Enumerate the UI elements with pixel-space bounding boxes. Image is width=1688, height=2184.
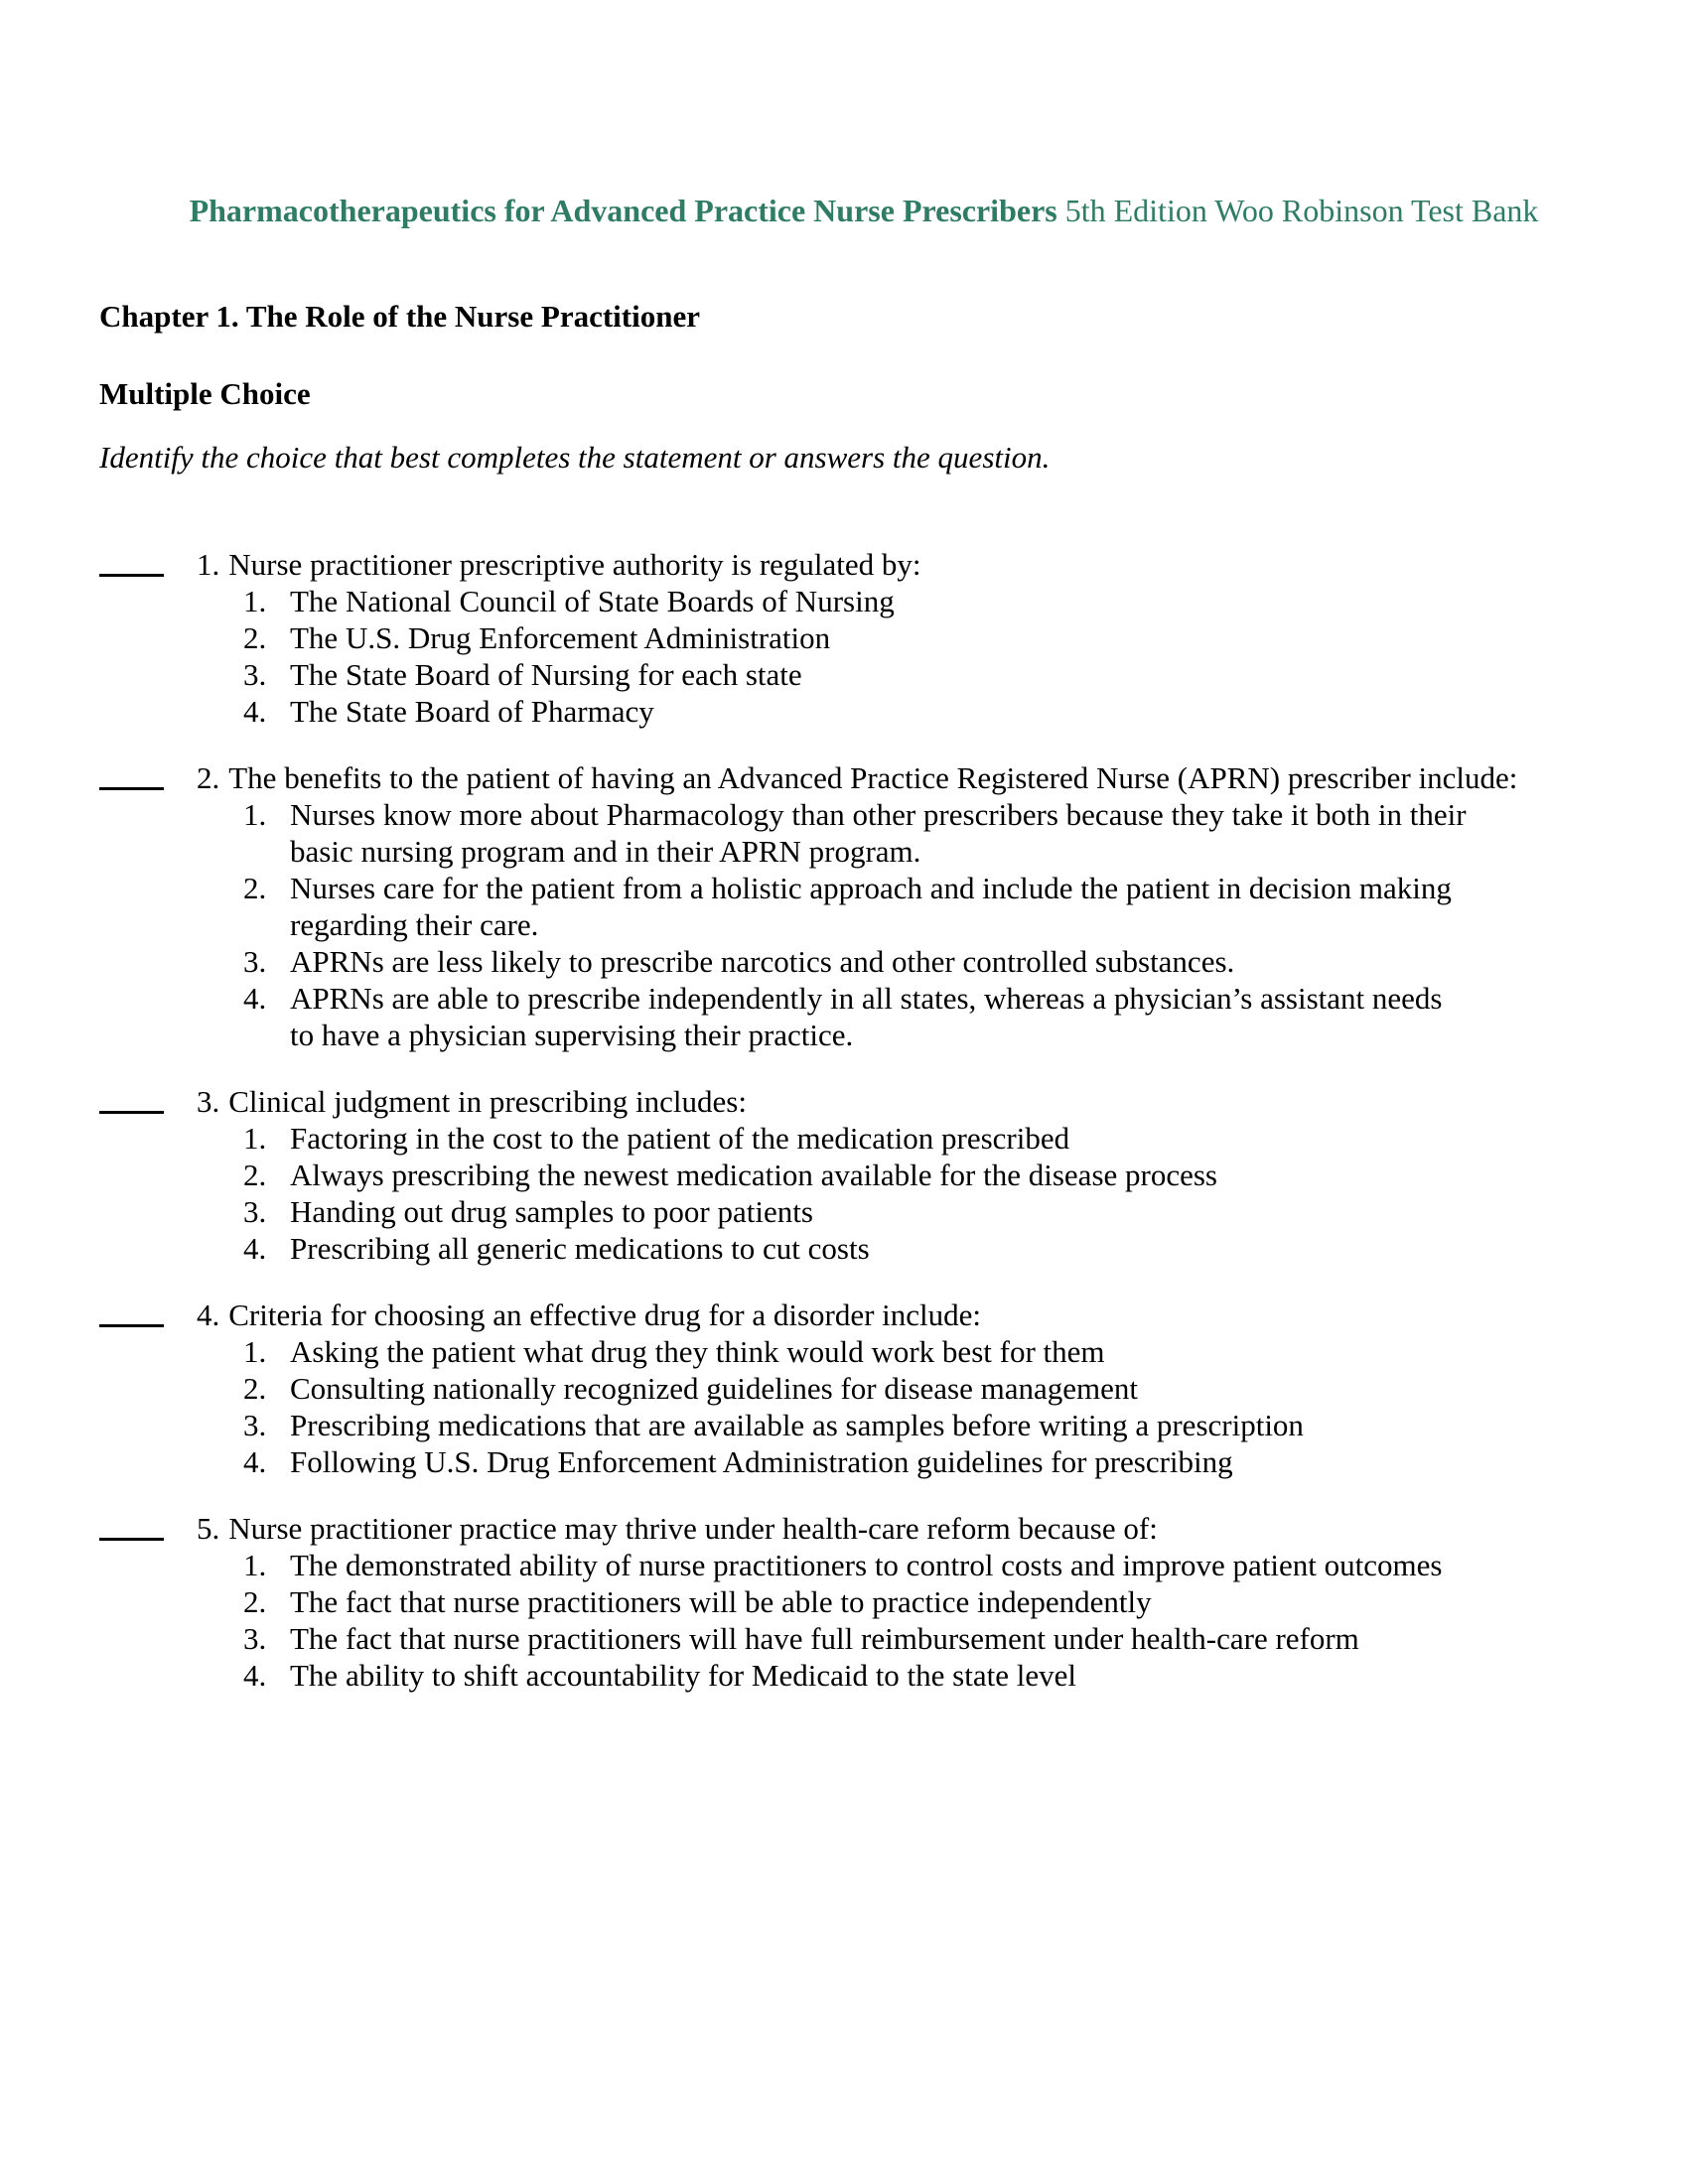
title-suffix: 5th Edition Woo Robinson Test Bank: [1064, 193, 1539, 228]
option-number: 3.: [243, 1194, 267, 1229]
option-number: 1.: [243, 797, 267, 832]
option-row: [243, 1157, 1628, 1193]
option-number: 1.: [243, 1548, 267, 1582]
option-text: The U.S. Drug Enforcement Administration: [290, 620, 831, 655]
question-text: Nurse practitioner practice may thrive under health-care reform because of:: [228, 1511, 1158, 1546]
answer-blank: [99, 759, 164, 790]
answer-blank: [99, 1297, 164, 1327]
question-text: Nurse practitioner prescriptive authority is regulated by:: [228, 547, 921, 582]
question-item: [99, 546, 1628, 730]
option-text: Factoring in the cost to the patient of the medication prescribed: [290, 1121, 1070, 1156]
option-number: 4.: [243, 1444, 267, 1479]
option-number: 4.: [243, 1231, 267, 1266]
instructions: Identify the choice that best completes the statement or answers the question.: [99, 440, 1051, 475]
chapter-heading: Chapter 1. The Role of the Nurse Practitioner: [99, 299, 700, 334]
answer-blank: [99, 1083, 164, 1114]
option-text: APRNs are able to prescribe independently in all states, whereas a physician’s assistant needs to have a physician supervising their practice.: [290, 981, 1443, 1052]
question-item: [99, 1297, 1628, 1480]
option-row: [243, 1407, 1628, 1443]
option-row: [243, 870, 1628, 943]
question-stem: [197, 1297, 1628, 1333]
option-row: [243, 1333, 1628, 1370]
option-text: The fact that nurse practitioners will have full reimbursement under health-care reform: [290, 1621, 1359, 1656]
option-row: [243, 1193, 1628, 1230]
option-text: The National Council of State Boards of Nursing: [290, 584, 895, 618]
option-row: [243, 1620, 1628, 1657]
title-main: Pharmacotherapeutics for Advanced Practice Nurse Prescribers: [189, 193, 1057, 228]
option-number: 3.: [243, 657, 267, 692]
option-row: [243, 1657, 1628, 1694]
question-stem: [197, 546, 1628, 583]
answer-blank: [99, 1510, 164, 1541]
option-text: Consulting nationally recognized guidelines for disease management: [290, 1371, 1138, 1406]
option-text: Following U.S. Drug Enforcement Administration guidelines for prescribing: [290, 1444, 1233, 1479]
option-text: Nurses know more about Pharmacology than other prescribers because they take it both in their basic nursing program and in their APRN program.: [290, 797, 1467, 869]
option-number: 4.: [243, 694, 267, 729]
option-number: 2.: [243, 1371, 267, 1406]
questions-list: [99, 546, 1628, 1694]
option-number: 1.: [243, 1334, 267, 1369]
question-number: 4.: [197, 1297, 220, 1332]
option-text: The ability to shift accountability for Medicaid to the state level: [290, 1658, 1076, 1693]
question-item: [99, 1083, 1628, 1267]
option-row: [243, 1120, 1628, 1157]
question-item: [99, 759, 1628, 1053]
option-row: [243, 1370, 1628, 1407]
option-row: [243, 1443, 1628, 1480]
option-text: Prescribing medications that are available as samples before writing a prescription: [290, 1408, 1304, 1442]
option-number: 4.: [243, 1658, 267, 1693]
answer-blank: [99, 546, 164, 577]
option-text: Asking the patient what drug they think would work best for them: [290, 1334, 1105, 1369]
option-number: 3.: [243, 1621, 267, 1656]
option-text: Always prescribing the newest medication available for the disease process: [290, 1158, 1217, 1192]
option-number: 3.: [243, 1408, 267, 1442]
options-list: [243, 796, 1628, 1053]
option-row: [243, 583, 1628, 619]
option-number: 4.: [243, 981, 267, 1016]
option-text: Prescribing all generic medications to cut costs: [290, 1231, 870, 1266]
question-number: 5.: [197, 1511, 220, 1546]
question-stem: [197, 1510, 1628, 1547]
option-text: The fact that nurse practitioners will be able to practice independently: [290, 1584, 1152, 1619]
option-row: [243, 656, 1628, 693]
question-text: Clinical judgment in prescribing includes:: [228, 1084, 747, 1119]
option-text: The State Board of Nursing for each state: [290, 657, 802, 692]
page-title: [99, 189, 1628, 232]
question-stem: [197, 759, 1628, 796]
question-number: 2.: [197, 760, 220, 795]
option-row: [243, 943, 1628, 980]
question-stem: [197, 1083, 1628, 1120]
question-number: 3.: [197, 1084, 220, 1119]
option-text: Nurses care for the patient from a holistic approach and include the patient in decision making regarding their care.: [290, 871, 1452, 942]
option-number: 3.: [243, 944, 267, 979]
option-row: [243, 693, 1628, 730]
option-number: 1.: [243, 1121, 267, 1156]
option-row: [243, 1547, 1628, 1583]
options-list: [243, 1120, 1628, 1267]
section-heading: Multiple Choice: [99, 376, 311, 411]
question-item: [99, 1510, 1628, 1694]
option-number: 2.: [243, 1158, 267, 1192]
option-text: The State Board of Pharmacy: [290, 694, 654, 729]
option-row: [243, 796, 1628, 870]
option-row: [243, 1230, 1628, 1267]
question-text: The benefits to the patient of having an Advanced Practice Registered Nurse (APRN) prescriber include:: [228, 760, 1518, 795]
option-text: The demonstrated ability of nurse practitioners to control costs and improve patient outcomes: [290, 1548, 1443, 1582]
options-list: [243, 1333, 1628, 1480]
option-row: [243, 619, 1628, 656]
options-list: [243, 1547, 1628, 1694]
question-number: 1.: [197, 547, 220, 582]
question-text: Criteria for choosing an effective drug for a disorder include:: [228, 1297, 982, 1332]
option-row: [243, 1583, 1628, 1620]
option-number: 2.: [243, 1584, 267, 1619]
option-number: 2.: [243, 620, 267, 655]
option-text: APRNs are less likely to prescribe narcotics and other controlled substances.: [290, 944, 1235, 979]
option-row: [243, 980, 1628, 1053]
option-number: 2.: [243, 871, 267, 905]
option-number: 1.: [243, 584, 267, 618]
option-text: Handing out drug samples to poor patients: [290, 1194, 813, 1229]
options-list: [243, 583, 1628, 730]
